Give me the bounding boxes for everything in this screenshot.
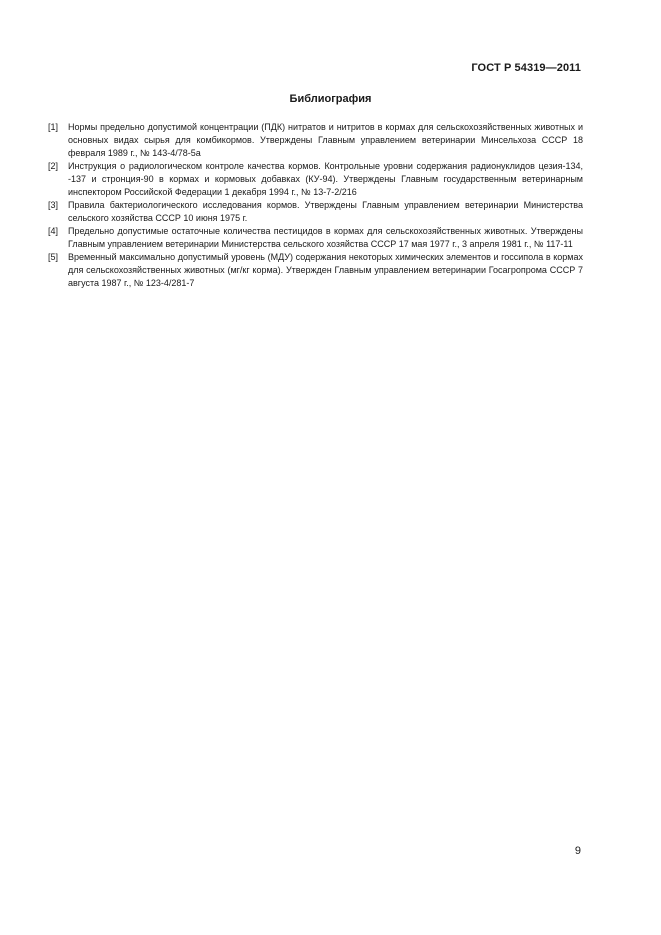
reference-text: Предельно допустимые остаточные количества пестицидов в кормах для сельскохозяйственных животных. Утверждены Главным управлением ветеринарии Министерства сельского хозяйства СССР 17 мая 1977 г., 3 апреля 1981 г., № 117-11 <box>68 226 583 249</box>
reference-number: [2] <box>48 161 59 171</box>
bibliography-item <box>48 225 583 251</box>
reference-text: Нормы предельно допустимой концентрации (ПДК) нитратов и нитритов в кормах для сельскохозяйственных животных и основных видах сырья для комбикормов. Утверждены Главным управлением ветеринарии Минсельхоза СССР 18 февраля 1989 г., № 143-4/78-5а <box>68 122 583 158</box>
bibliography-item <box>48 160 583 199</box>
reference-text: Инструкция о радиологическом контроле качества кормов. Контрольные уровни содержания радионуклидов цезия-134, -137 и стронция-90 в кормах и кормовых добавках (КУ-94). Утверждены Главным государственным ветеринарным инспектором Российской Федерации 1 декабря 1994 г., № 13-7-2/216 <box>68 161 583 197</box>
reference-number: [4] <box>48 226 59 236</box>
reference-number: [1] <box>48 122 59 132</box>
standard-code: ГОСТ Р 54319—2011 <box>471 62 581 74</box>
reference-number: [5] <box>48 252 59 262</box>
bibliography-item <box>48 199 583 225</box>
page-number: 9 <box>574 845 581 857</box>
reference-text: Правила бактериологического исследования кормов. Утверждены Главным управлением ветеринарии Министерства сельского хозяйства СССР 10 июня 1975 г. <box>68 200 583 223</box>
bibliography-item <box>48 121 583 160</box>
reference-text: Временный максимально допустимый уровень (МДУ) содержания некоторых химических элементов и госсипола в кормах для сельскохозяйственных животных (мг/кг корма). Утвержден Главным управлением ветеринарии Госагропрома СССР 7 августа 1987 г., № 123-4/281-7 <box>68 252 583 288</box>
bibliography-item <box>48 251 583 290</box>
reference-number: [3] <box>48 200 59 210</box>
bibliography-title: Библиография <box>289 93 372 105</box>
bibliography-list <box>48 121 583 290</box>
